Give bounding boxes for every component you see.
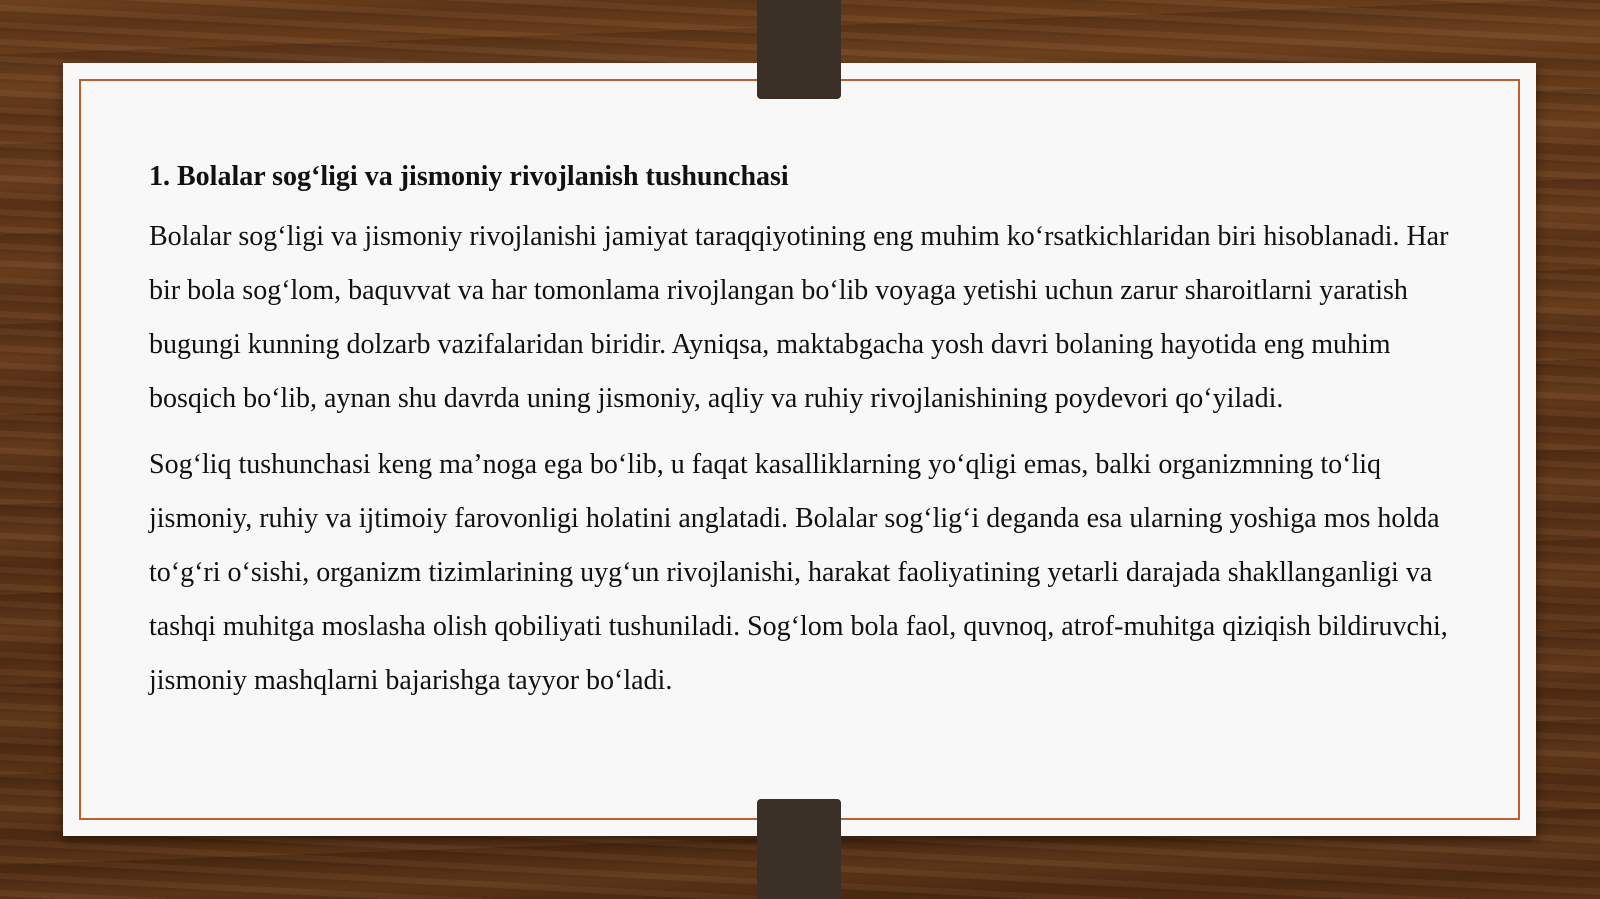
slide-content (149, 158, 1449, 708)
paragraph-2: Sog‘liq tushunchasi keng ma’noga ega bo‘lib, u faqat kasalliklarning yo‘qligi emas, balki organizmning to‘liq jismoniy, ruhiy va ijtimoiy farovonligi holatini anglatadi. Bolalar sog‘lig‘i deganda esa ularning yoshiga mos holda to‘g‘ri o‘sishi, organizm tizimlarining uyg‘un rivojlanishi, harakat faoliyatining yetarli darajada shakllanganligi va tashqi muhitga moslasha olish qobiliyati tushuniladi. Sog‘lom bola faol, quvnoq, atrof-muhitga qiziqish bildiruvchi, jismoniy mashqlarni bajarishga tayyor bo‘ladi. (149, 449, 1448, 696)
top-binder-clip (757, 0, 841, 99)
section-heading: 1. Bolalar sog‘ligi va jismoniy rivojlanish tushunchasi (149, 161, 789, 192)
bottom-binder-clip (757, 799, 841, 899)
paragraph-1: Bolalar sog‘ligi va jismoniy rivojlanishi jamiyat taraqqiyotining eng muhim ko‘rsatkichlaridan biri hisoblanadi. Har bir bola sog‘lom, baquvvat va har tomonlama rivojlangan bo‘lib voyaga yetishi uchun zarur sharoitlarni yaratish bugungi kunning dolzarb vazifalaridan biridir. Ayniqsa, maktabgacha yosh davri bolaning hayotida eng muhim bosqich bo‘lib, aynan shu davrda uning jismoniy, aqliy va ruhiy rivojlanishining poydevori qo‘yiladi. (149, 221, 1449, 414)
